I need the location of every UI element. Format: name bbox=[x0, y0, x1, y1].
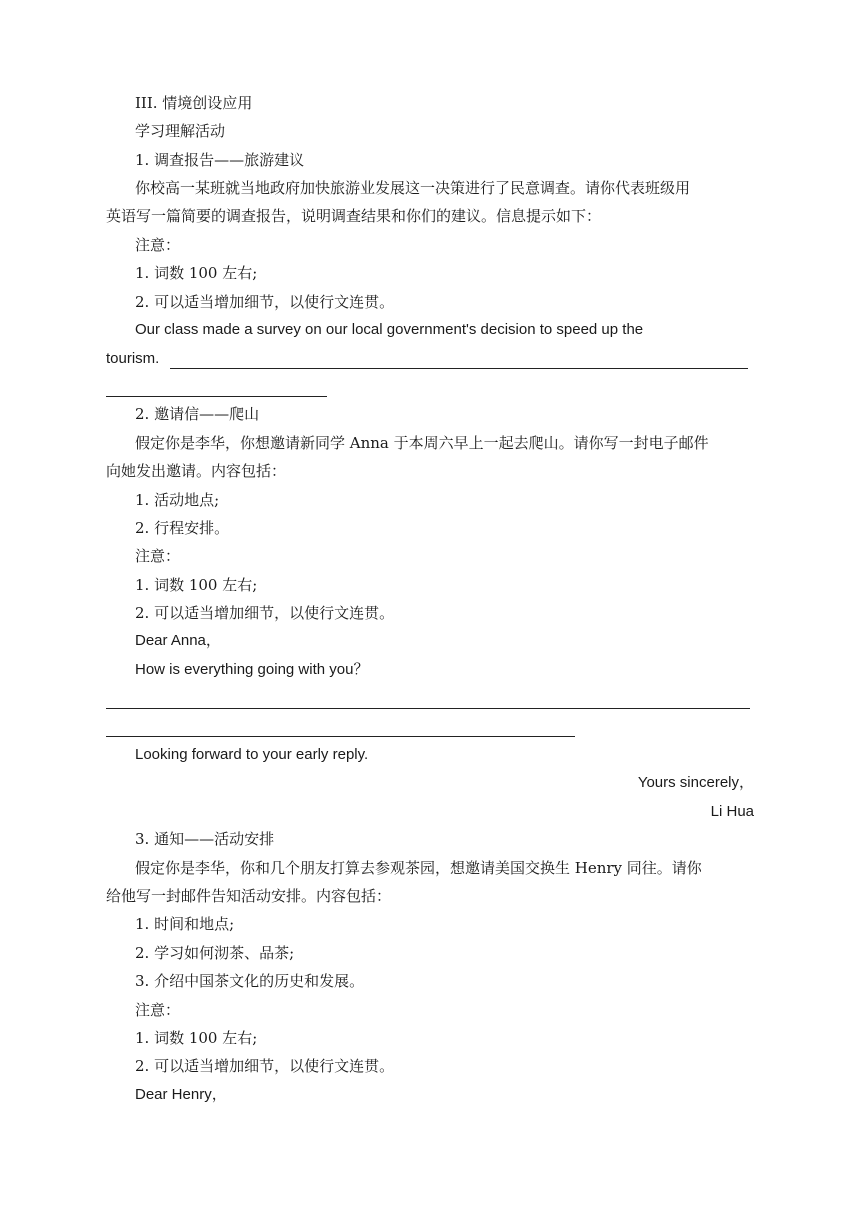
task2-point-1: 1. 活动地点; bbox=[135, 491, 220, 509]
task1-note-1: 1. 词数 100 左右; bbox=[135, 264, 258, 282]
task1-opening-line2: tourism. bbox=[106, 350, 160, 367]
task1-note-2: 2. 可以适当增加细节，以使行文连贯。 bbox=[135, 293, 395, 311]
task2-opening: How is everything going with you？ bbox=[135, 661, 369, 678]
task2-note-1: 1. 词数 100 左右; bbox=[135, 576, 258, 594]
task3-greeting: Dear Henry， bbox=[135, 1086, 227, 1103]
section-title: III. 情境创设应用 bbox=[135, 94, 253, 112]
task3-point-2: 2. 学习如何沏茶、品茶; bbox=[135, 944, 295, 962]
task1-prompt-line1: 你校高一某班就当地政府加快旅游业发展这一决策进行了民意调查。请你代表班级用 bbox=[135, 179, 691, 197]
task3-prompt-line2: 给他写一封邮件告知活动安排。内容包括： bbox=[106, 887, 392, 905]
task2-greeting: Dear Anna， bbox=[135, 632, 221, 649]
task2-point-2: 2. 行程安排。 bbox=[135, 519, 230, 537]
task3-note-2: 2. 可以适当增加细节，以使行文连贯。 bbox=[135, 1057, 395, 1075]
answer-blank-line bbox=[106, 708, 750, 709]
task2-signature: Li Hua bbox=[710, 803, 754, 820]
answer-blank-line bbox=[106, 396, 327, 397]
task2-sign-off: Yours sincerely， bbox=[637, 774, 754, 791]
task3-prompt-line1: 假定你是李华，你和几个朋友打算去参观茶园，想邀请美国交换生 Henry 同往。请你 bbox=[135, 859, 702, 877]
task2-note-label: 注意： bbox=[135, 547, 181, 565]
activity-label: 学习理解活动 bbox=[135, 122, 226, 140]
answer-blank-line bbox=[170, 368, 748, 369]
task3-point-3: 3. 介绍中国茶文化的历史和发展。 bbox=[135, 972, 365, 990]
task2-note-2: 2. 可以适当增加细节，以使行文连贯。 bbox=[135, 604, 395, 622]
answer-blank-line bbox=[106, 736, 575, 737]
task2-closing: Looking forward to your early reply. bbox=[135, 746, 369, 763]
task3-note-1: 1. 词数 100 左右; bbox=[135, 1029, 258, 1047]
task2-prompt-line2: 向她发出邀请。内容包括： bbox=[106, 462, 287, 480]
task3-point-1: 1. 时间和地点; bbox=[135, 915, 235, 933]
task1-opening-line1: Our class made a survey on our local government's decision to speed up the bbox=[135, 321, 644, 338]
task2-prompt-line1: 假定你是李华，你想邀请新同学 Anna 于本周六早上一起去爬山。请你写一封电子邮件 bbox=[135, 434, 709, 452]
task1-note-label: 注意： bbox=[135, 236, 181, 254]
task2-heading: 2. 邀请信——爬山 bbox=[135, 405, 260, 423]
task3-heading: 3. 通知——活动安排 bbox=[135, 830, 275, 848]
task3-note-label: 注意： bbox=[135, 1001, 181, 1019]
task1-prompt-line2: 英语写一篇简要的调查报告，说明调查结果和你们的建议。信息提示如下： bbox=[106, 207, 602, 225]
task1-heading: 1. 调查报告——旅游建议 bbox=[135, 151, 305, 169]
